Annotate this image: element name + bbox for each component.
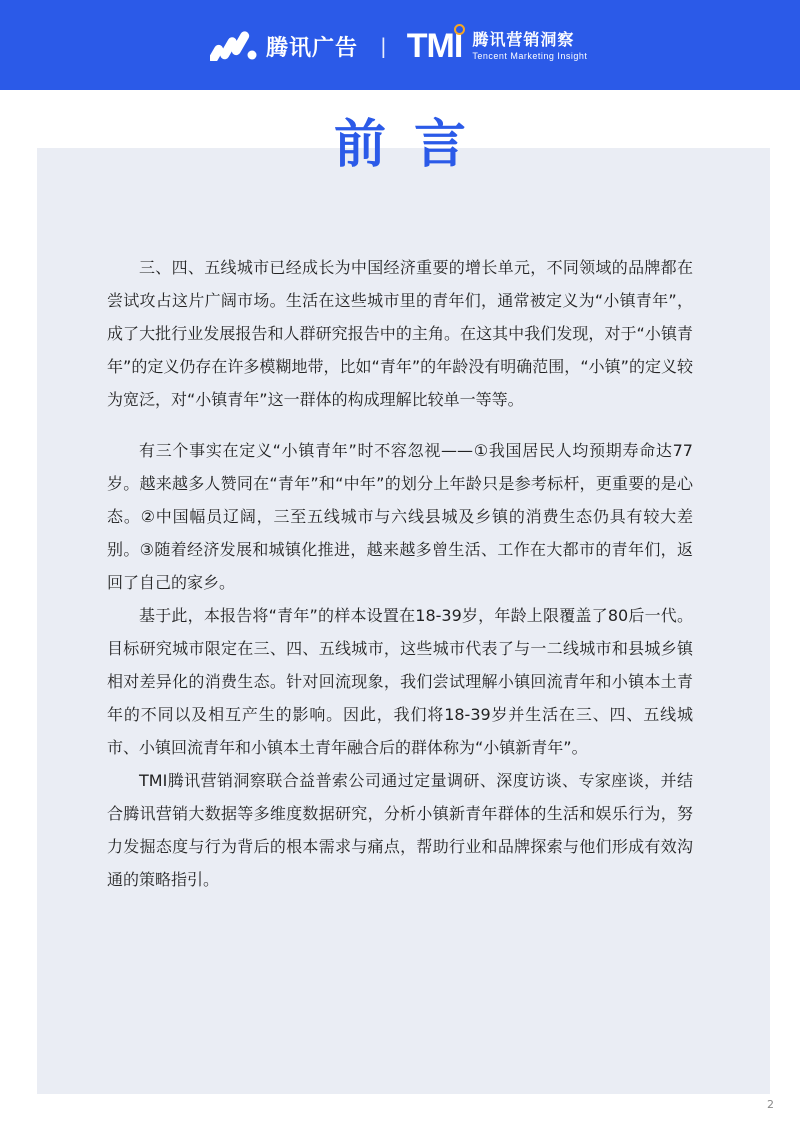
page-number: 2 [767, 1098, 774, 1111]
logo-separator: | [380, 34, 387, 58]
tmi-logo [407, 28, 463, 64]
page-header [0, 0, 800, 90]
tmi-dot-icon [454, 24, 465, 35]
paragraph: 三、四、五线城市已经成长为中国经济重要的增长单元，不同领域的品牌都在尝试攻占这片广阔市场。生活在这些城市里的青年们，通常被定义为“小镇青年”，成了大批行业发展报告和人群研究报告中的主角。在这其中我们发现，对于“小镇青年”的定义仍存在许多模糊地带，比如“青年”的年龄没有明确范围，“小镇”的定义较为宽泛，对“小镇青年”这一群体的构成理解比较单一等等。 [107, 258, 693, 409]
page-title: 前言 [333, 115, 494, 175]
tmi-english-name: Tencent Marketing Insight [472, 51, 588, 61]
brand-logos [210, 28, 587, 64]
paragraph: 基于此，本报告将“青年”的样本设置在18-39岁，年龄上限覆盖了80后一代。目标研究城市限定在三、四、五线城市，这些城市代表了与一二线城市和县城乡镇相对差异化的消费生态。针对回流现象，我们尝试理解小镇回流青年和小镇本土青年的不同以及相互产生的影响。因此，我们将18-39岁并生活在三、四、五线城市、小镇回流青年和小镇本土青年融合后的群体称为“小镇新青年”。 [107, 606, 693, 757]
tencent-ad-brand-name: 腾讯广告 [266, 35, 359, 61]
tmi-brand-text [472, 30, 587, 62]
paragraph: TMI腾讯营销洞察联合益普索公司通过定量调研、深度访谈、专家座谈，并结合腾讯营销大数据等多维度数据研究，分析小镇新青年群体的生活和娱乐行为，努力发掘态度与行为背后的根本需求与痛点，帮助行业和品牌探索与他们形成有效沟通的策略指引。 [107, 771, 693, 889]
tmi-logo-text: TMI [406, 27, 463, 65]
tmi-chinese-name: 腾讯营销洞察 [472, 30, 575, 49]
paragraph: 有三个事实在定义“小镇青年”时不容忽视——①我国居民人均预期寿命达77岁。越来越多人赞同在“青年”和“中年”的划分上年龄只是参考标杆，更重要的是心态。②中国幅员辽阔，三至五线城市与六线县城及乡镇的消费生态仍具有较大差别。③随着经济发展和城镇化推进，越来越多曾生活、工作在大都市的青年们，返回了自己的家乡。 [107, 441, 693, 592]
preface-body [107, 251, 693, 896]
tencent-ad-logo-icon [210, 31, 258, 61]
